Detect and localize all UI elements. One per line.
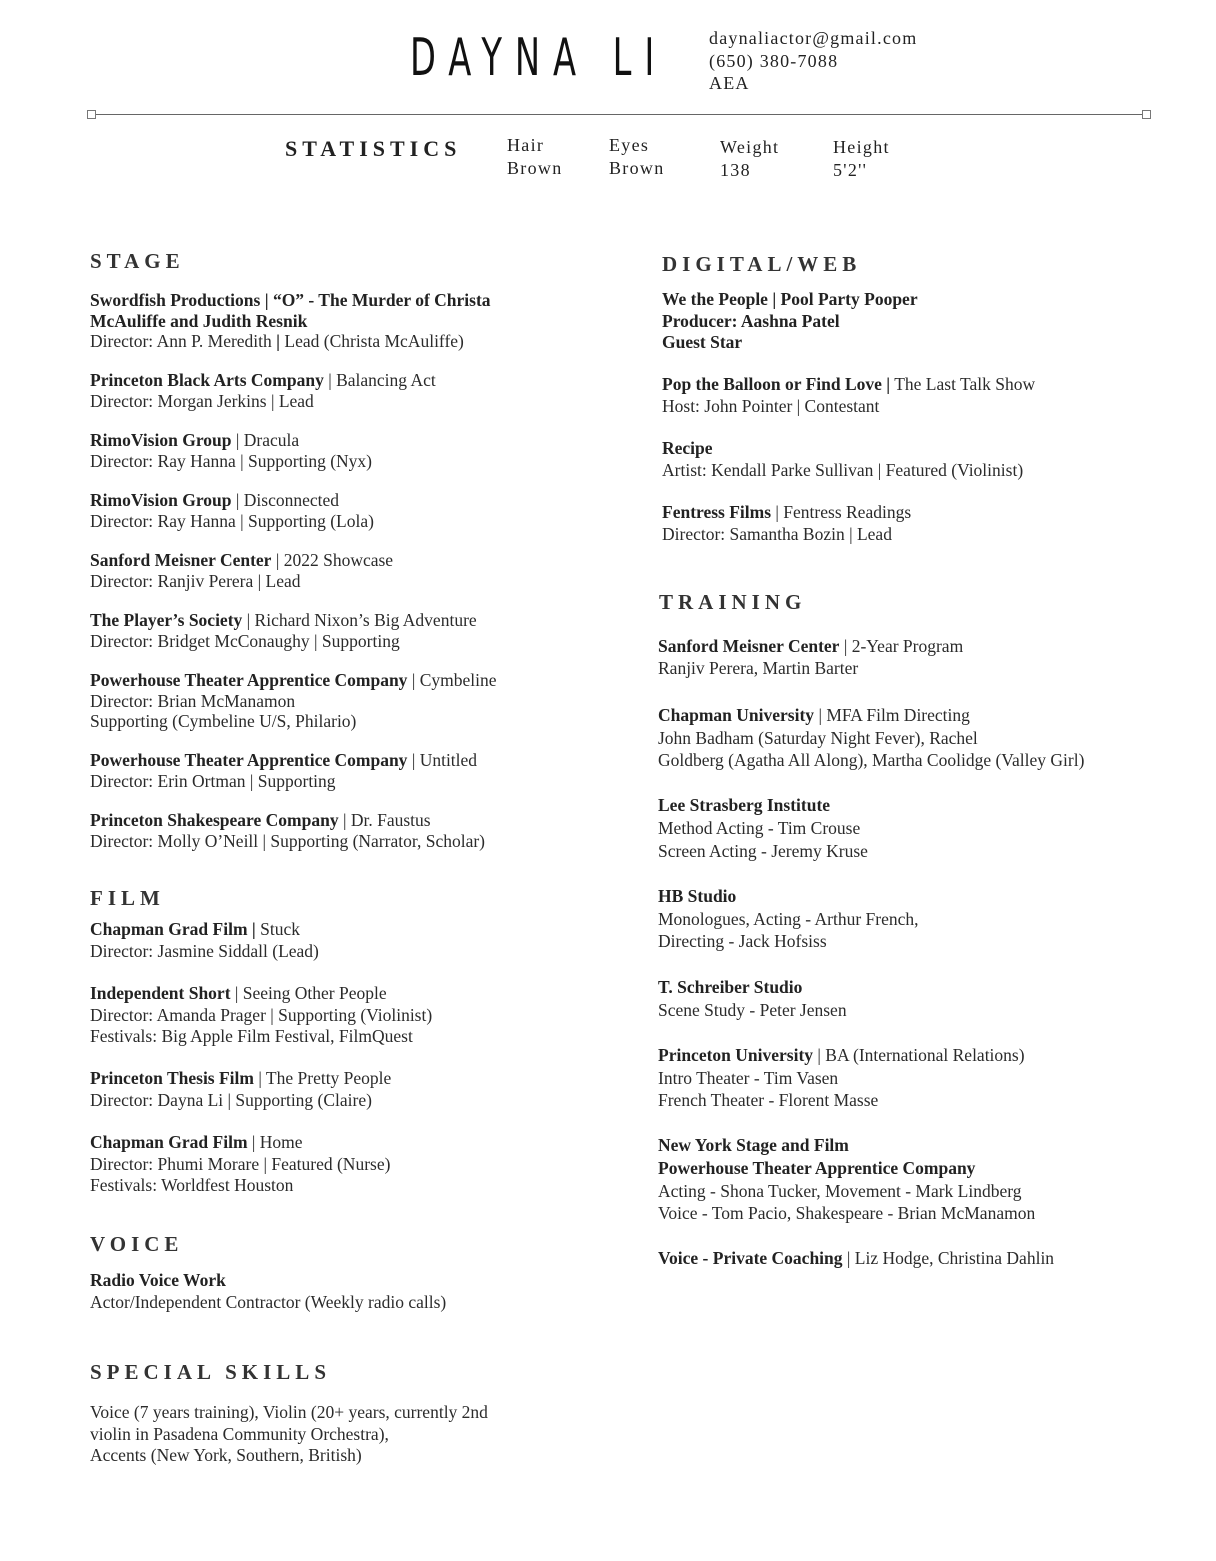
list-item (90, 750, 477, 791)
credit-title: | Fentress Readings (771, 502, 912, 522)
credit-title: | Disconnected (231, 490, 339, 510)
credit-director: Director: Ray Hanna | Supporting (Lola) (90, 510, 374, 531)
credit-title: The Last Talk Show (890, 374, 1036, 394)
phone-number: (650) 380-7088 (709, 50, 839, 71)
credit-director: Director: Ranjiv Perera | Lead (90, 570, 301, 591)
credit-org: T. Schreiber Studio (658, 977, 803, 997)
credit-director: Director: Bridget McConaughy | Supporting (90, 630, 400, 651)
section-heading-skills: SPECIAL SKILLS (90, 1360, 331, 1384)
credit-title: We the People | Pool Party Pooper (662, 289, 918, 309)
stat-value: 5'2'' (833, 160, 868, 180)
list-item (658, 1248, 1054, 1270)
credit-title: | Balancing Act (323, 370, 436, 390)
list-item (90, 490, 374, 531)
list-item (90, 370, 436, 411)
stat-value: 138 (720, 160, 751, 180)
credit-org: Powerhouse Theater Apprentice Company (90, 750, 408, 770)
credit-title: | 2-Year Program (839, 636, 964, 656)
credit-title: Stuck (255, 919, 300, 939)
credit-org-secondary: Powerhouse Theater Apprentice Company (658, 1157, 976, 1178)
credit-org: Powerhouse Theater Apprentice Company (90, 670, 408, 690)
credit-title: | Home (247, 1132, 303, 1152)
stat-label: Height (833, 137, 890, 157)
credit-org: Princeton Thesis Film (90, 1068, 254, 1088)
list-item (90, 1132, 390, 1197)
credit-detail: Method Acting - Tim Crouse (658, 818, 861, 838)
credit-detail: Ranjiv Perera, Martin Barter (658, 657, 859, 678)
list-item (90, 919, 319, 962)
credit-director: Artist: Kendall Parke Sullivan | Featured (Violinist) (662, 459, 1024, 480)
skills-line: Voice (7 years training), Violin (20+ years, currently 2nd (90, 1402, 488, 1422)
stat-value: Brown (609, 158, 665, 178)
credit-title: | Seeing Other People (230, 983, 387, 1003)
credit-org: Voice - Private Coaching (658, 1248, 843, 1268)
list-item (90, 983, 432, 1048)
credit-detail: Monologues, Acting - Arthur French, (658, 908, 919, 929)
list-item (90, 610, 477, 651)
credit-director: Director: Ann P. Meredith | Lead (Christa McAuliffe) (90, 331, 464, 351)
credit-role: Supporting (Cymbeline U/S, Philario) (90, 711, 357, 731)
section-heading-film: FILM (90, 886, 165, 910)
contact-info (709, 27, 917, 95)
line-handle-right (1142, 110, 1151, 119)
list-item (658, 976, 847, 1021)
credit-detail: Scene Study - Peter Jensen (658, 999, 847, 1020)
credit-detail: Goldberg (Agatha All Along), Martha Coolidge (Valley Girl) (658, 750, 1085, 770)
stat-label: Hair (507, 135, 545, 155)
credit-org: RimoVision Group (90, 430, 232, 450)
list-item (658, 704, 1084, 772)
credit-director: Director: Dayna Li | Supporting (Claire) (90, 1089, 372, 1110)
credit-title: | Dracula (231, 430, 300, 450)
list-item (90, 810, 485, 851)
credit-org: Independent Short (90, 983, 231, 1003)
section-heading-voice: VOICE (90, 1232, 184, 1256)
line-handle-left (87, 110, 96, 119)
credit-detail: Screen Acting - Jeremy Kruse (658, 841, 868, 861)
credit-org: Chapman Grad Film (90, 1132, 248, 1152)
credit-title: | BA (International Relations) (813, 1045, 1025, 1065)
credit-producer: Producer: Aashna Patel (662, 310, 840, 331)
credit-director: Director: Brian McManamon (90, 690, 296, 711)
credit-org: Princeton University (658, 1045, 814, 1065)
credit-org: Chapman Grad Film | (90, 919, 256, 939)
list-item (662, 374, 1035, 417)
credit-director: Director: Samantha Bozin | Lead (662, 523, 892, 544)
credit-director: Director: Morgan Jerkins | Lead (90, 390, 314, 411)
credit-festivals: Festivals: Big Apple Film Festival, FilmQuest (90, 1026, 413, 1046)
credit-org: Recipe (662, 438, 713, 458)
skills-text (90, 1402, 488, 1467)
list-item (658, 636, 963, 679)
credit-title-cont: McAuliffe and Judith Resnik (90, 310, 308, 331)
credit-detail: Actor/Independent Contractor (Weekly radio calls) (90, 1291, 447, 1312)
credit-director: Director: Amanda Prager | Supporting (Violinist) (90, 1004, 433, 1025)
credit-title: Swordfish Productions | “O” - The Murder of Christa (90, 290, 491, 310)
list-item (662, 289, 918, 354)
credit-title: | The Pretty People (253, 1068, 392, 1088)
credit-org: Princeton Shakespeare Company (90, 810, 339, 830)
credit-org: Sanford Meisner Center (658, 636, 840, 656)
credit-org: New York Stage and Film (658, 1135, 849, 1155)
section-heading-digital: DIGITAL/WEB (662, 252, 862, 276)
credit-festivals: Festivals: Worldfest Houston (90, 1175, 294, 1195)
credit-org: HB Studio (658, 886, 737, 906)
list-item (658, 794, 868, 863)
credit-org: The Player’s Society (90, 610, 243, 630)
credit-org: Sanford Meisner Center (90, 550, 272, 570)
stat-label: Eyes (609, 135, 650, 155)
credit-title: | MFA Film Directing (814, 705, 970, 725)
credit-title: | Dr. Faustus (338, 810, 431, 830)
list-item (90, 670, 496, 732)
list-item (658, 1044, 1025, 1112)
skills-line: violin in Pasadena Community Orchestra), (90, 1423, 389, 1444)
email-address: daynaliactor@gmail.com (709, 28, 918, 48)
credit-role: Guest Star (662, 332, 743, 352)
credit-detail: Directing - Jack Hofsiss (658, 931, 827, 951)
credit-director: Director: Jasmine Siddall (Lead) (90, 940, 319, 961)
list-item (658, 1134, 1035, 1225)
credit-title: | 2022 Showcase (271, 550, 394, 570)
credit-title: | Richard Nixon’s Big Adventure (242, 610, 477, 630)
list-item (90, 290, 491, 352)
credit-detail: Acting - Shona Tucker, Movement - Mark Lindberg (658, 1180, 1022, 1201)
credit-detail: Intro Theater - Tim Vasen (658, 1067, 839, 1088)
credit-detail: French Theater - Florent Masse (658, 1090, 879, 1110)
credit-org: Fentress Films (662, 502, 772, 522)
list-item (90, 550, 393, 591)
credit-director: Director: Ray Hanna | Supporting (Nyx) (90, 450, 372, 471)
credit-org: Pop the Balloon or Find Love | (662, 374, 891, 394)
list-item (662, 502, 911, 545)
credit-org: Radio Voice Work (90, 1270, 226, 1290)
stat-label: Weight (720, 137, 780, 157)
credit-director: Director: Erin Ortman | Supporting (90, 770, 336, 791)
credit-director: Host: John Pointer | Contestant (662, 395, 880, 416)
stat-height (833, 136, 890, 182)
union-affiliation: AEA (709, 73, 750, 93)
list-item (90, 1068, 391, 1111)
credit-org: Lee Strasberg Institute (658, 795, 831, 815)
credit-director: Director: Phumi Morare | Featured (Nurse) (90, 1153, 391, 1174)
credit-detail: John Badham (Saturday Night Fever), Rachel (658, 727, 978, 748)
list-item (90, 430, 372, 471)
credit-org: Chapman University (658, 705, 815, 725)
credit-org: Princeton Black Arts Company (90, 370, 324, 390)
list-item (662, 438, 1023, 481)
credit-org: RimoVision Group (90, 490, 232, 510)
statistics-heading: STATISTICS (285, 136, 462, 161)
credit-title: | Cymbeline (407, 670, 497, 690)
stat-eyes (609, 134, 665, 180)
page-title: DAYNA LI (410, 28, 668, 88)
credit-director: Director: Molly O’Neill | Supporting (Narrator, Scholar) (90, 830, 485, 851)
stat-value: Brown (507, 158, 563, 178)
section-heading-stage: STAGE (90, 249, 185, 273)
credit-detail: Voice - Tom Pacio, Shakespeare - Brian McManamon (658, 1203, 1036, 1224)
list-item (90, 1270, 446, 1313)
stat-hair (507, 134, 563, 180)
divider-line (91, 114, 1147, 115)
skills-line: Accents (New York, Southern, British) (90, 1445, 362, 1465)
list-item (658, 885, 919, 953)
credit-title: | Liz Hodge, Christina Dahlin (842, 1248, 1055, 1268)
credit-title: | Untitled (407, 750, 478, 770)
section-heading-training: TRAINING (659, 590, 807, 614)
stat-weight (720, 136, 779, 182)
